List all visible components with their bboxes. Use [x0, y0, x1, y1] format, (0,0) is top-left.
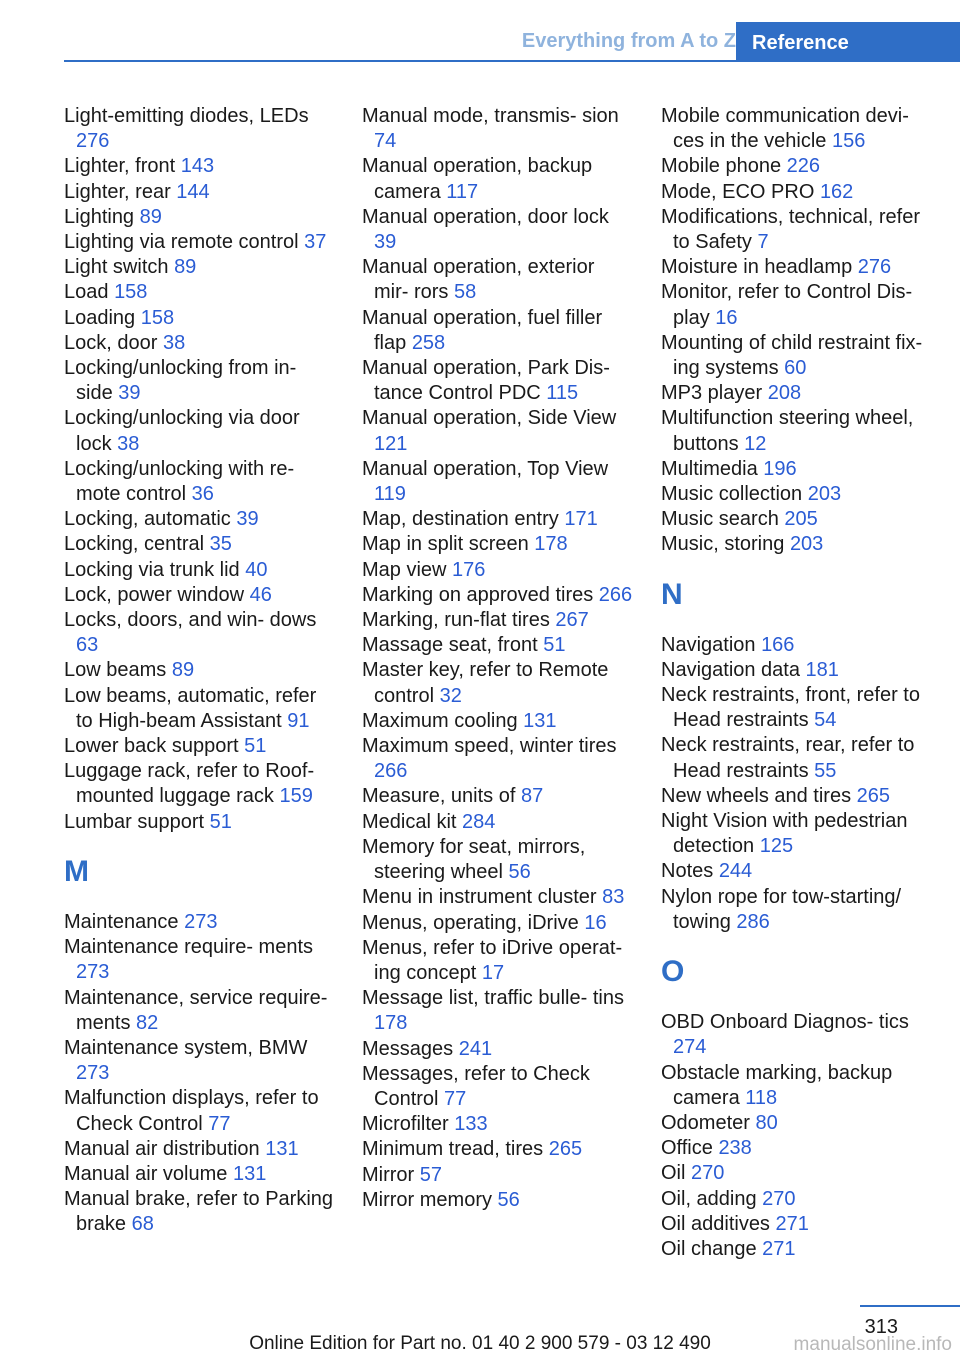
index-entry: [64, 658, 336, 683]
entry-term: Oil, adding: [661, 1187, 763, 1210]
entry-term: Low beams: [64, 659, 172, 682]
entry-term: Maintenance: [64, 910, 185, 933]
page-reference-link[interactable]: 276: [76, 130, 110, 153]
index-entry: [64, 1036, 336, 1086]
page-reference-link[interactable]: 89: [174, 256, 197, 279]
entry-term: MP3 player: [661, 382, 768, 405]
entry-term: Mobile communication devi‐ ces in the vehicle: [661, 105, 909, 153]
entry-term: Mobile phone: [661, 155, 787, 178]
index-entry: [661, 457, 933, 482]
entry-term: Maximum speed, winter tires: [362, 735, 617, 758]
page-reference-link[interactable]: 131: [232, 1162, 267, 1185]
index-entry: [362, 1137, 634, 1162]
index-entry: [362, 709, 634, 734]
index-entry: [661, 1111, 933, 1136]
entry-term: Map in split screen: [362, 533, 535, 556]
index-entry: [362, 1163, 634, 1188]
index-entry: [64, 180, 336, 205]
index-entry: [661, 1212, 933, 1237]
page-reference-link[interactable]: 205: [784, 508, 818, 531]
entry-term: Menus, refer to iDrive operat‐ ing concept: [362, 936, 623, 984]
page-reference-link[interactable]: 270: [762, 1187, 796, 1210]
page-reference-link[interactable]: 166: [761, 633, 795, 656]
index-letter-heading: O: [661, 955, 685, 989]
index-entry: [64, 910, 336, 935]
entry-term: Oil additives: [661, 1212, 776, 1235]
index-entry: [661, 482, 933, 507]
entry-term: Light switch: [64, 256, 175, 279]
entry-term: Lock, power window: [64, 583, 250, 606]
index-entry: [64, 583, 336, 608]
entry-term: Nylon rope for tow-starting/ towing: [661, 885, 902, 933]
entry-term: Maximum cooling: [362, 709, 524, 732]
index-entry: [661, 154, 933, 179]
page-reference-link[interactable]: 226: [786, 155, 821, 178]
page-reference-link[interactable]: 178: [374, 1012, 408, 1035]
entry-term: Notes: [661, 860, 719, 883]
page-reference-link[interactable]: 87: [520, 785, 544, 808]
section-title: Everything from A to Z: [521, 30, 736, 52]
page-reference-link[interactable]: 265: [856, 784, 891, 807]
index-entry: [64, 684, 336, 734]
entry-term: New wheels and tires: [661, 784, 857, 807]
index-entry: [64, 1187, 336, 1237]
page-reference-link[interactable]: 40: [245, 558, 268, 581]
index-entry: [362, 255, 634, 305]
page-reference-link[interactable]: 51: [209, 810, 232, 833]
index-entry: [64, 759, 336, 809]
page-reference-link[interactable]: 89: [139, 205, 162, 228]
entry-term: Manual air volume: [64, 1162, 233, 1185]
page-reference-link[interactable]: 176: [452, 558, 486, 581]
entry-term: Map view: [362, 558, 453, 581]
page-reference-link[interactable]: 271: [775, 1212, 809, 1235]
index-entry: [362, 936, 634, 986]
entry-term: Menu in instrument cluster: [362, 886, 603, 909]
entry-term: OBD Onboard Diagnos‐ tics: [661, 1011, 909, 1034]
index-entry: [661, 683, 933, 733]
entry-term: Neck restraints, front, refer to Head restraints: [661, 684, 920, 732]
index-entry: [362, 154, 634, 204]
index-entry: [362, 608, 634, 633]
index-entry: [362, 810, 634, 835]
page-reference-link[interactable]: 273: [184, 910, 218, 933]
entry-term: Message list, traffic bulle‐ tins: [362, 987, 624, 1010]
index-entry: [661, 859, 933, 884]
index-entry: [362, 1188, 634, 1213]
index-entry: [661, 1061, 933, 1111]
index-entry: [64, 532, 336, 557]
entry-term: Lock, door: [64, 331, 163, 354]
entry-term: Odometer: [661, 1111, 756, 1134]
index-entry: [362, 532, 634, 557]
page-reference-link[interactable]: 16: [715, 306, 738, 329]
index-entry: [661, 633, 933, 658]
page-reference-link[interactable]: 46: [249, 583, 272, 606]
index-entry: [362, 583, 634, 608]
page-reference-link[interactable]: 276: [857, 256, 892, 279]
page-reference-link[interactable]: 39: [374, 231, 397, 254]
index-entry: [64, 986, 336, 1036]
entry-term: Locking, automatic: [64, 508, 237, 531]
index-letter-heading: N: [661, 577, 683, 611]
entry-term: Music search: [661, 508, 785, 531]
entry-term: Map, destination entry: [362, 508, 565, 531]
page-reference-link[interactable]: 267: [555, 609, 589, 632]
index-entry: [661, 507, 933, 532]
index-entry: [661, 1136, 933, 1161]
index-entry: [64, 1137, 336, 1162]
index-entry: [64, 104, 336, 154]
index-entry: [661, 331, 933, 381]
page-reference-link[interactable]: 274: [673, 1036, 707, 1059]
entry-term: Locking/unlocking via door lock: [64, 407, 300, 455]
index-entry: [661, 532, 933, 557]
entry-term: Minimum tread, tires: [362, 1138, 549, 1161]
index-entry: [362, 784, 634, 809]
page-reference-link[interactable]: 77: [444, 1087, 467, 1110]
page-reference-link[interactable]: 156: [831, 130, 866, 153]
index-entry: [362, 406, 634, 456]
index-entry: [64, 810, 336, 835]
watermark: manualsonline.info: [793, 1334, 952, 1355]
index-entry: [661, 180, 933, 205]
index-entry: [362, 1112, 634, 1137]
entry-term: Multimedia: [661, 457, 764, 480]
index-entry: [362, 885, 634, 910]
entry-term: Locking via trunk lid: [64, 558, 246, 581]
entry-term: Navigation: [661, 633, 762, 656]
entry-term: Load: [64, 281, 115, 304]
entry-term: Memory for seat, mirrors, steering wheel: [362, 835, 586, 884]
page-reference-link[interactable]: 51: [244, 735, 267, 758]
index-entry: [661, 809, 933, 859]
entry-term: Locks, doors, and win‐ dows: [64, 609, 317, 632]
entry-term: Massage seat, front: [362, 634, 544, 657]
entry-term: Locking, central: [64, 533, 210, 556]
page-reference-link[interactable]: 143: [180, 155, 215, 178]
index-entry: [362, 734, 634, 784]
index-entry: [64, 406, 336, 456]
entry-term: Multifunction steering wheel, buttons: [661, 407, 914, 455]
entry-term: Lower back support: [64, 735, 245, 758]
page-reference-link[interactable]: 181: [805, 658, 839, 681]
entry-term: Music collection: [661, 483, 808, 506]
entry-term: Manual air distribution: [64, 1137, 266, 1160]
index-entry: [64, 1162, 336, 1187]
index-entry: [64, 306, 336, 331]
entry-term: Office: [661, 1137, 719, 1160]
page-reference-link[interactable]: 244: [718, 860, 753, 883]
index-entry: [64, 1086, 336, 1136]
index-entry: [362, 558, 634, 583]
entry-term: Night Vision with pedestrian detection: [661, 810, 908, 858]
entry-term: Microfilter: [362, 1113, 455, 1136]
entry-term: Messages: [362, 1037, 459, 1060]
page-reference-link[interactable]: 80: [755, 1111, 778, 1134]
page-reference-link[interactable]: 57: [419, 1163, 443, 1186]
index-entry: [362, 1062, 634, 1112]
entry-term: Obstacle marking, backup camera: [661, 1061, 893, 1109]
index-entry: [64, 608, 336, 658]
page-reference-link[interactable]: 241: [458, 1037, 493, 1060]
entry-term: Mirror memory: [362, 1188, 498, 1211]
page-reference-link[interactable]: 60: [784, 357, 807, 380]
entry-term: Luggage rack, refer to Roof-mounted luggage rack: [64, 760, 315, 808]
entry-term: Manual operation, Top View: [362, 457, 609, 480]
index-entry: [64, 331, 336, 356]
entry-term: Manual operation, Side View: [362, 407, 617, 430]
index-entry: [64, 457, 336, 507]
page-reference-link[interactable]: 203: [789, 533, 824, 556]
index-entry: [661, 1237, 933, 1262]
page-reference-link[interactable]: 171: [564, 508, 598, 531]
entry-term: Manual operation, fuel filler flap: [362, 306, 603, 354]
index-entry: [362, 911, 634, 936]
index-column-2: [362, 104, 634, 1213]
entry-term: Menus, operating, iDrive: [362, 911, 585, 934]
page-reference-link[interactable]: 203: [807, 483, 842, 506]
entry-term: Measure, units of: [362, 785, 521, 808]
page-reference-link[interactable]: 16: [584, 911, 607, 934]
index-entry: [362, 835, 634, 885]
entry-term: Monitor, refer to Control Dis‐ play: [661, 281, 913, 329]
index-entry: [661, 381, 933, 406]
page-reference-link[interactable]: 56: [497, 1188, 520, 1211]
entry-term: Loading: [64, 306, 141, 329]
index-column-3: [661, 104, 933, 1262]
index-entry: [362, 658, 634, 708]
page-reference-link[interactable]: 115: [546, 382, 579, 405]
page-reference-link[interactable]: 38: [162, 331, 186, 354]
index-entry: [661, 1010, 933, 1060]
entry-term: Lighter, rear: [64, 180, 177, 203]
entry-term: Modifications, technical, refer to Safety: [661, 205, 921, 254]
entry-term: Maintenance system, BMW: [64, 1036, 308, 1059]
index-entry: [362, 633, 634, 658]
entry-term: Malfunction displays, refer to Check Control: [64, 1087, 319, 1135]
page-reference-link[interactable]: 196: [763, 457, 797, 480]
page-reference-link[interactable]: 273: [76, 961, 110, 984]
header-rule: [64, 60, 736, 62]
index-entry: [64, 507, 336, 532]
index-entry: [64, 205, 336, 230]
page-reference-link[interactable]: 125: [759, 835, 794, 858]
entry-term: Manual operation, backup camera: [362, 155, 593, 203]
index-entry: [64, 255, 336, 280]
entry-term: Mirror: [362, 1163, 420, 1186]
page-reference-link[interactable]: 35: [209, 533, 232, 556]
page-reference-link[interactable]: 91: [287, 709, 310, 732]
page-reference-link[interactable]: 158: [114, 281, 148, 304]
page-reference-link[interactable]: 131: [265, 1137, 299, 1160]
index-entry: [64, 935, 336, 985]
entry-term: Low beams, automatic, refer to High-beam Assistant: [64, 684, 317, 732]
index-entry: [362, 507, 634, 532]
page-reference-link[interactable]: 37: [304, 231, 327, 254]
entry-term: Marking on approved tires: [362, 583, 599, 606]
index-entry: [64, 734, 336, 759]
entry-term: Lighting via remote control: [64, 231, 305, 254]
page-reference-link[interactable]: 12: [744, 432, 767, 455]
index-entry: [661, 255, 933, 280]
entry-term: Manual operation, Park Dis‐ tance Control PDC: [362, 357, 610, 405]
entry-term: Manual brake, refer to Parking brake: [64, 1188, 334, 1236]
index-column-1: [64, 104, 336, 1238]
page-reference-link[interactable]: 286: [736, 910, 770, 933]
footer-rule: [860, 1305, 960, 1307]
entry-term: Marking, run-flat tires: [362, 609, 556, 632]
page-reference-link[interactable]: 133: [454, 1113, 488, 1136]
page-reference-link[interactable]: 208: [767, 382, 802, 405]
page-reference-link[interactable]: 39: [118, 382, 141, 405]
page-reference-link[interactable]: 117: [446, 180, 479, 203]
index-entry: [661, 733, 933, 783]
entry-term: Lighter, front: [64, 155, 181, 178]
page-reference-link[interactable]: 258: [411, 331, 446, 354]
page-reference-link[interactable]: 17: [481, 961, 505, 984]
page-reference-link[interactable]: 284: [462, 810, 496, 833]
index-entry: [64, 356, 336, 406]
index-entry: [661, 658, 933, 683]
entry-term: Medical kit: [362, 810, 463, 833]
page-reference-link[interactable]: 270: [691, 1162, 725, 1185]
index-entry: [362, 205, 634, 255]
page-reference-link[interactable]: 271: [762, 1237, 796, 1260]
page-reference-link[interactable]: 68: [131, 1213, 154, 1236]
entry-term: Manual operation, door lock: [362, 205, 609, 228]
entry-term: Maintenance, service require‐ ments: [64, 986, 328, 1034]
entry-term: Messages, refer to Check Control: [362, 1062, 590, 1110]
page-reference-link[interactable]: 273: [76, 1062, 110, 1085]
page-reference-link[interactable]: 63: [76, 634, 99, 657]
page-reference-link[interactable]: 38: [117, 432, 140, 455]
index-entry: [661, 280, 933, 330]
entry-term: Mounting of child restraint fix‐ ing systems: [661, 331, 923, 380]
index-entry: [362, 356, 634, 406]
index-entry: [661, 1161, 933, 1186]
entry-term: Moisture in headlamp: [661, 256, 858, 279]
page-reference-link[interactable]: 83: [602, 886, 625, 909]
entry-term: Oil: [661, 1162, 691, 1185]
entry-term: Navigation data: [661, 658, 806, 681]
index-entry: [661, 1187, 933, 1212]
page-reference-link[interactable]: 162: [819, 180, 854, 203]
index-entry: [661, 104, 933, 154]
page-reference-link[interactable]: 266: [598, 583, 633, 606]
entry-term: Lighting: [64, 205, 140, 228]
index-entry: [64, 558, 336, 583]
page-reference-link[interactable]: 178: [534, 533, 568, 556]
page-reference-link[interactable]: 7: [757, 231, 769, 254]
entry-term: Lumbar support: [64, 810, 210, 833]
index-entry: [64, 154, 336, 179]
page-reference-link[interactable]: 58: [453, 281, 477, 304]
page-reference-link[interactable]: 39: [236, 508, 259, 531]
index-entry: [362, 306, 634, 356]
entry-term: Mode, ECO PRO: [661, 180, 820, 203]
edition-note: Online Edition for Part no. 01 40 2 900 579 - 03 12 490: [249, 1333, 711, 1354]
entry-term: Music, storing: [661, 533, 790, 556]
page-reference-link[interactable]: 51: [543, 634, 566, 657]
entry-term: Locking/unlocking from in‐ side: [64, 357, 297, 405]
page-reference-link[interactable]: 144: [176, 180, 210, 203]
index-entry: [661, 205, 933, 255]
page-reference-link[interactable]: 238: [718, 1137, 752, 1160]
page-number: 313: [864, 1316, 898, 1338]
page-reference-link[interactable]: 158: [140, 306, 175, 329]
entry-term: Maintenance require‐ ments: [64, 936, 314, 959]
index-entry: [661, 406, 933, 456]
page-reference-link[interactable]: 82: [136, 1011, 159, 1034]
entry-term: Oil change: [661, 1237, 763, 1260]
page-reference-link[interactable]: 89: [171, 659, 195, 682]
page-reference-link[interactable]: 265: [548, 1138, 583, 1161]
entry-term: Manual mode, transmis‐ sion: [362, 105, 619, 127]
entry-term: Master key, refer to Remote control: [362, 659, 609, 707]
page-reference-link[interactable]: 36: [191, 483, 214, 506]
index-entry: [64, 230, 336, 255]
entry-term: Light-emitting diodes, LEDs: [64, 105, 309, 127]
page-reference-link[interactable]: 119: [374, 483, 406, 506]
entry-term: Neck restraints, rear, refer to Head restraints: [661, 734, 915, 782]
page-reference-link[interactable]: 121: [374, 432, 408, 455]
index-entry: [661, 784, 933, 809]
entry-term: Locking/unlocking with re‐ mote control: [64, 457, 295, 506]
page-reference-link[interactable]: 56: [508, 861, 531, 884]
index-entry: [362, 104, 634, 154]
index-entry: [362, 1037, 634, 1062]
page-reference-link[interactable]: 266: [374, 760, 408, 783]
index-entry: [661, 885, 933, 935]
page-reference-link[interactable]: 74: [374, 130, 397, 153]
index-entry: [64, 280, 336, 305]
index-letter-heading: M: [64, 854, 89, 888]
page-reference-link[interactable]: 131: [523, 709, 557, 732]
index-entry: [362, 457, 634, 507]
page-reference-link[interactable]: 54: [814, 709, 837, 732]
page-reference-link[interactable]: 77: [208, 1112, 231, 1135]
page-reference-link[interactable]: 32: [439, 684, 462, 707]
page-reference-link[interactable]: 118: [745, 1086, 778, 1109]
page-header: [0, 0, 960, 62]
entry-term: Manual operation, exterior mir‐ rors: [362, 256, 595, 304]
reference-tab: Reference: [736, 22, 960, 62]
index-entry: [362, 986, 634, 1036]
page-reference-link[interactable]: 159: [279, 785, 313, 808]
page-reference-link[interactable]: 55: [814, 759, 837, 782]
